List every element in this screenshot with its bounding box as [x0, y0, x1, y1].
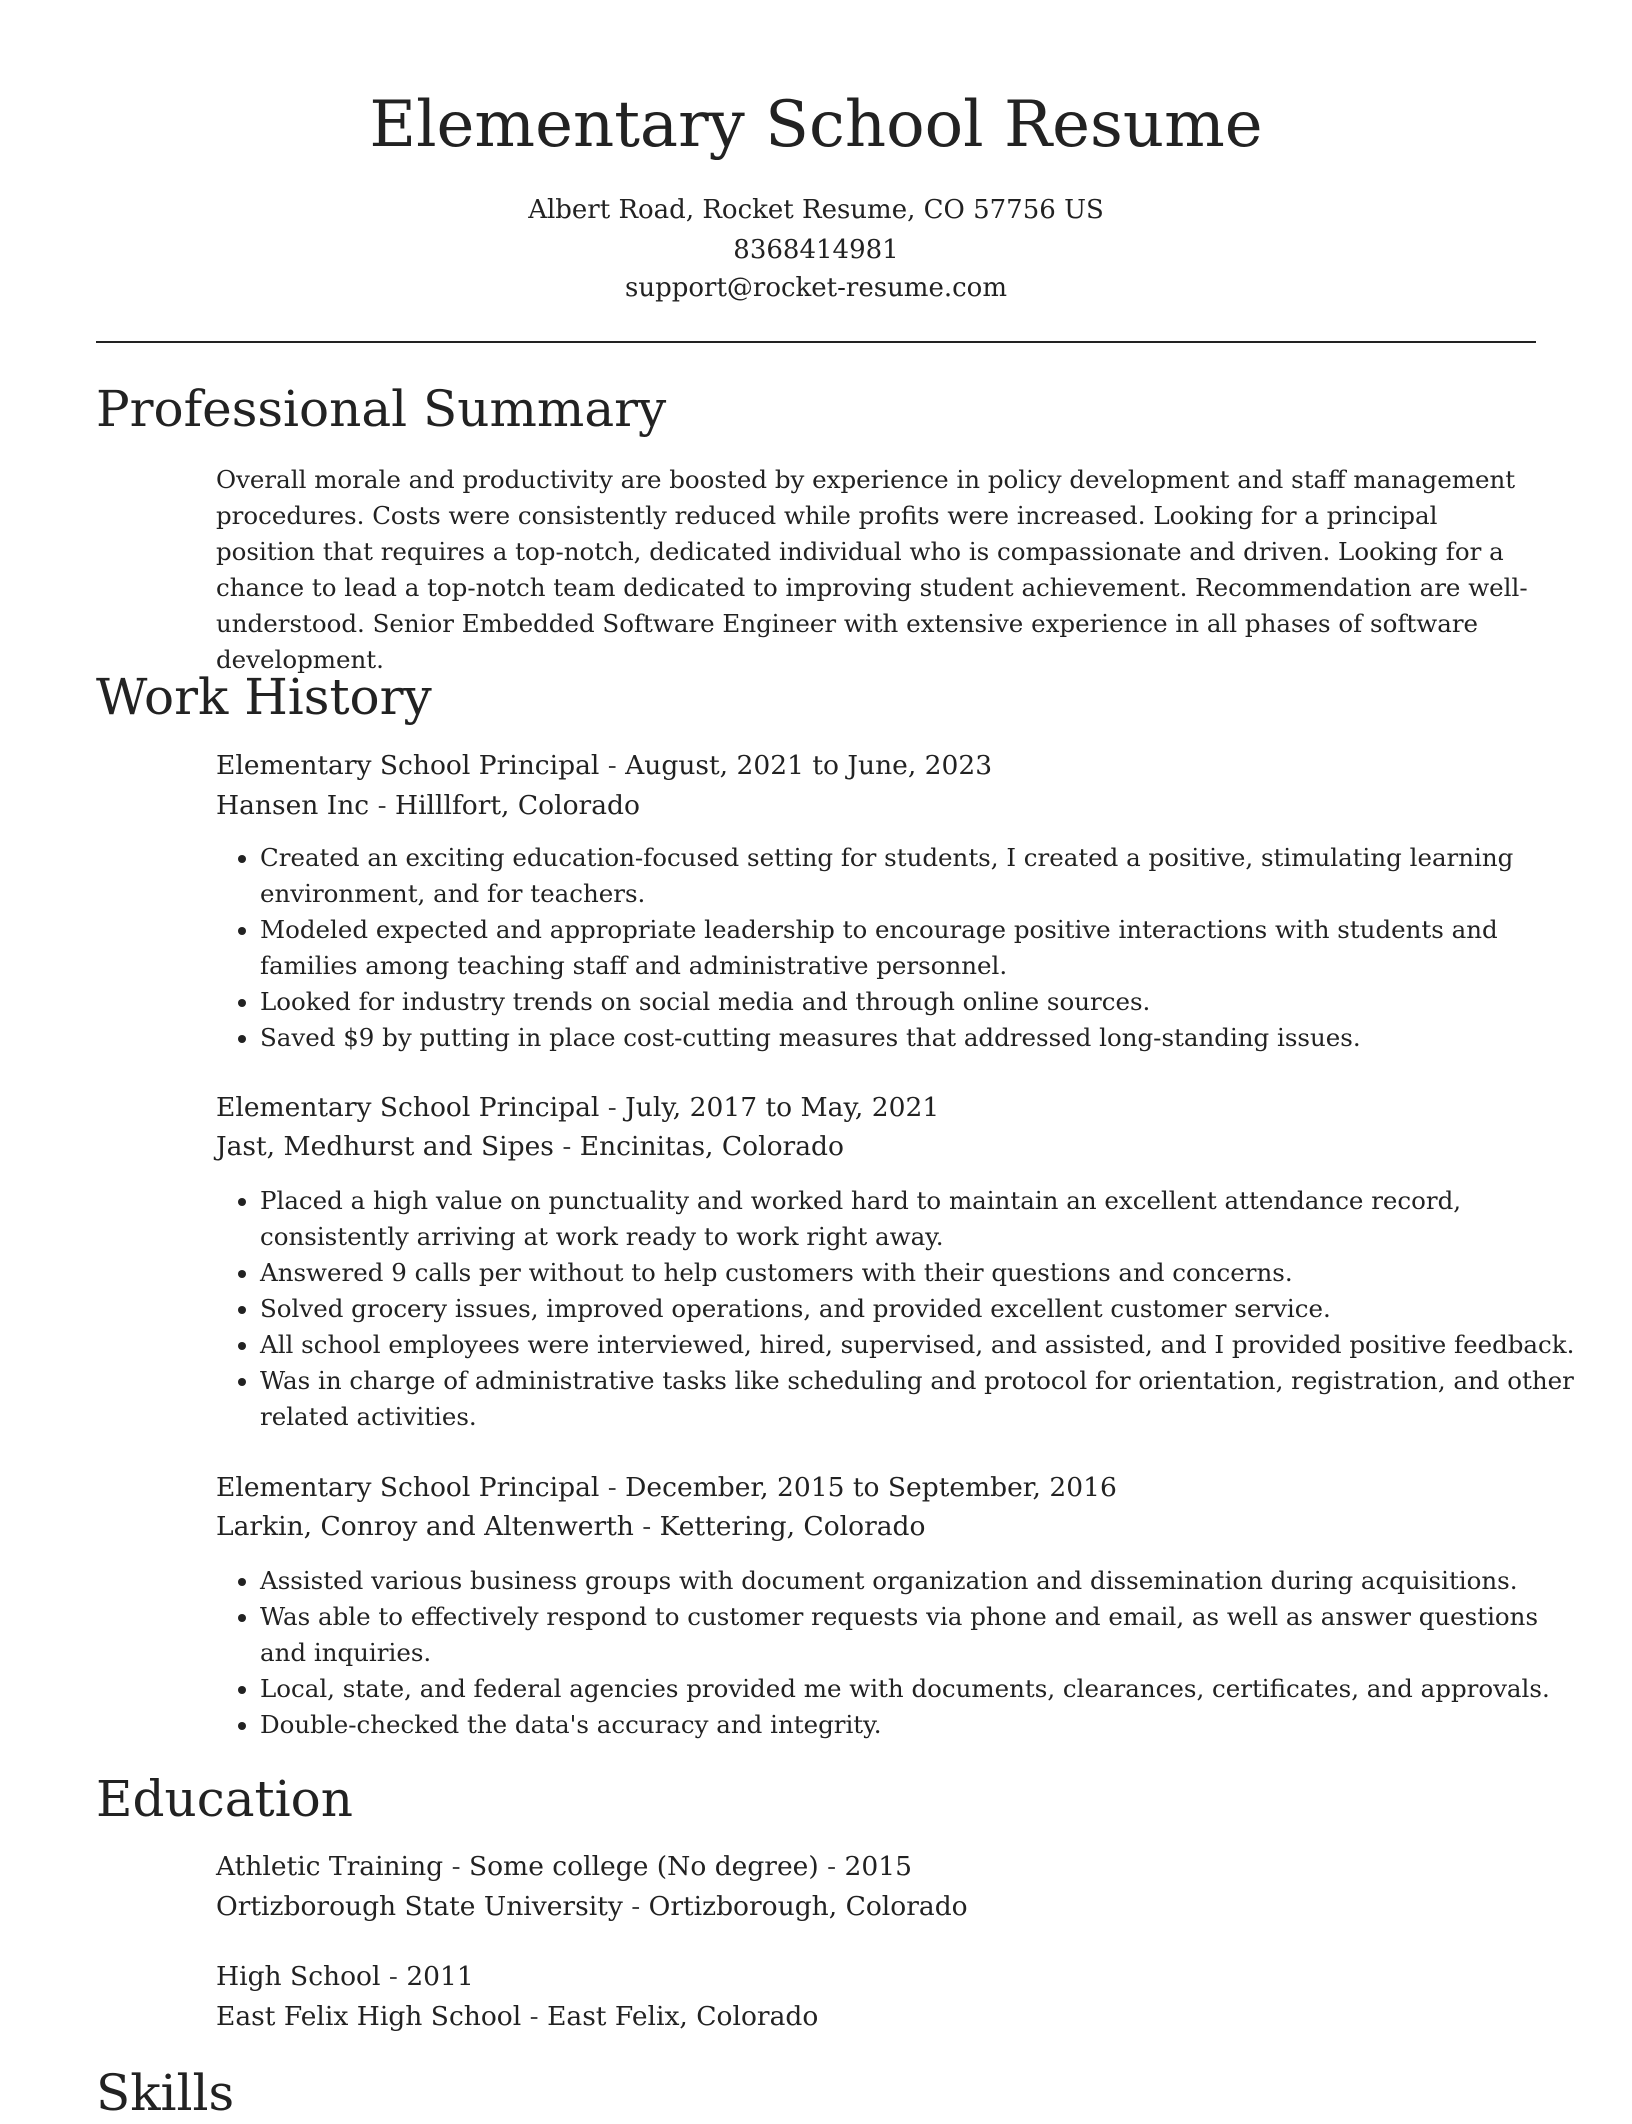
separator: -	[633, 1511, 660, 1542]
contact-phone: 8368414981	[733, 235, 899, 265]
list-item: • Created an exciting education-focused setting for students, I created a positive, stimulating learning environment, and for teachers.	[260, 840, 1580, 912]
list-item: • Looked for industry trends on social media and through online sources.	[260, 984, 1580, 1020]
job-location: Kettering, Colorado	[659, 1511, 926, 1542]
job-header	[216, 1089, 1536, 1127]
separator: -	[443, 1851, 469, 1882]
separator: -	[622, 1891, 649, 1922]
list-item: • Saved $9 by putting in place cost-cutting measures that addressed long-standing issues.	[260, 1020, 1580, 1056]
separator: -	[553, 1131, 580, 1162]
job-role: Elementary School Principal	[216, 750, 600, 781]
education-location: Ortizborough, Colorado	[648, 1891, 968, 1922]
list-item: • Modeled expected and appropriate leadership to encourage positive interactions with students and families among teaching staff and administrative personnel.	[260, 912, 1580, 984]
education-degree: Some college (No degree)	[468, 1851, 819, 1882]
list-item: • Assisted various business groups with document organization and dissemination during acquisitions.	[260, 1563, 1580, 1599]
education-school-line	[216, 1998, 1536, 2036]
education-year: 2011	[406, 1961, 474, 1992]
section-title-summary: Professional Summary	[96, 380, 667, 438]
separator: -	[521, 2001, 548, 2032]
education-header	[216, 1958, 1536, 1996]
list-item: • Double-checked the data's accuracy and integrity.	[260, 1707, 1580, 1743]
job-location: Encinitas, Colorado	[579, 1131, 844, 1162]
list-item: • Placed a high value on punctuality and worked hard to maintain an excellent attendance record, consistently arriving at work ready to work right away.	[260, 1183, 1580, 1255]
list-item: • Solved grocery issues, improved operations, and provided excellent customer service.	[260, 1291, 1580, 1327]
education-school-line	[216, 1888, 1536, 1926]
education-program: Athletic Training	[216, 1851, 444, 1882]
list-item: • All school employees were interviewed, hired, supervised, and assisted, and I provided positive feedback.	[260, 1327, 1580, 1363]
job-bullets	[216, 1563, 1580, 1743]
separator: -	[380, 1961, 407, 1992]
education-school: East Felix High School	[216, 2001, 522, 2032]
education-program: High School	[216, 1961, 381, 1992]
education-school: Ortizborough State University	[216, 1891, 623, 1922]
header-divider	[96, 341, 1536, 343]
job-location: Hilllfort, Colorado	[394, 790, 640, 821]
separator: -	[369, 790, 395, 821]
list-item: • Answered 9 calls per without to help customers with their questions and concerns.	[260, 1255, 1580, 1291]
job-company-line	[216, 787, 1536, 825]
separator: -	[599, 750, 626, 781]
list-item: • Was able to effectively respond to customer requests via phone and email, as well as answer questions and inquiries.	[260, 1599, 1580, 1671]
separator: -	[599, 1472, 626, 1503]
job-company-line	[216, 1128, 1536, 1166]
summary-text: Overall morale and productivity are boosted by experience in policy development and staff management procedures. Costs were consistently reduced while profits were increased. Looking for a principal position that requires a top-notch, dedicated individual who is compassionate and driven. Looking for a chance to lead a top-notch team dedicated to improving student achievement. Recommendation are well-understood. Senior Embedded Software Engineer with extensive experience in all phases of software development.	[216, 465, 1528, 674]
job-header	[216, 1469, 1536, 1507]
resume-title: Elementary School Resume	[369, 88, 1263, 162]
job-dates: August, 2021 to June, 2023	[625, 750, 993, 781]
job-company: Jast, Medhurst and Sipes	[216, 1131, 554, 1162]
list-item: • Was in charge of administrative tasks like scheduling and protocol for orientation, registration, and other related activities.	[260, 1363, 1580, 1435]
job-company: Larkin, Conroy and Altenwerth	[216, 1511, 634, 1542]
separator: -	[818, 1851, 845, 1882]
job-role: Elementary School Principal	[216, 1472, 600, 1503]
education-year: 2015	[844, 1851, 912, 1882]
job-role: Elementary School Principal	[216, 1092, 600, 1123]
job-bullets	[216, 1183, 1580, 1435]
job-dates: December, 2015 to September, 2016	[625, 1472, 1117, 1503]
section-title-work: Work History	[96, 668, 432, 726]
contact-email: support@rocket-resume.com	[624, 273, 1007, 303]
list-item: • Local, state, and federal agencies provided me with documents, clearances, certificates, and approvals.	[260, 1671, 1580, 1707]
contact-address: Albert Road, Rocket Resume, CO 57756 US	[528, 195, 1104, 225]
education-header	[216, 1848, 1536, 1886]
section-title-education: Education	[96, 1770, 353, 1828]
job-bullets	[216, 840, 1580, 1056]
education-location: East Felix, Colorado	[547, 2001, 819, 2032]
separator: -	[599, 1092, 626, 1123]
job-company: Hansen Inc	[216, 790, 370, 821]
job-header	[216, 747, 1536, 785]
section-title-skills: Skills	[96, 2064, 235, 2122]
job-dates: July, 2017 to May, 2021	[625, 1092, 940, 1123]
job-company-line	[216, 1508, 1536, 1546]
